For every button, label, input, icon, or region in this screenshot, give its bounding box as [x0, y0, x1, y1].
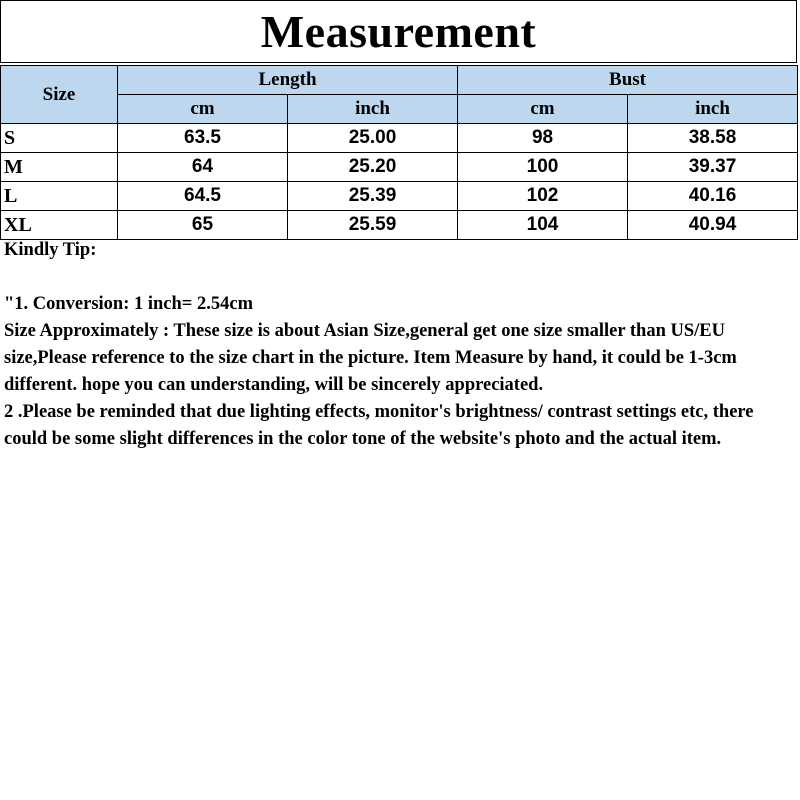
length-cm-value: 64 — [118, 153, 288, 182]
table-row — [1, 182, 798, 211]
color-difference-note: 2 .Please be reminded that due lighting effects, monitor's brightness/ contrast settings etc, there could be some slight differences in the color tone of the website's photo and the actual item. — [4, 402, 754, 449]
bust-inch-value: 38.58 — [628, 124, 798, 153]
length-cm-value: 65 — [118, 211, 288, 240]
conversion-note: "1. Conversion: 1 inch= 2.54cm — [4, 294, 253, 314]
size-approximately-note: Size Approximately : These size is about Asian Size,general get one size smaller than US/EU size,Please reference to the size chart in the picture. Item Measure by hand, it could be 1-3cm different. hope you can understanding, will be sincerely appreciated. — [4, 321, 737, 395]
bust-inch-header: inch — [628, 95, 798, 124]
table-row — [1, 153, 798, 182]
size-label: M — [1, 153, 118, 182]
table-row — [1, 124, 798, 153]
bust-inch-value: 40.16 — [628, 182, 798, 211]
length-cm-value: 64.5 — [118, 182, 288, 211]
tips-section — [4, 237, 794, 453]
length-cm-value: 63.5 — [118, 124, 288, 153]
length-inch-value: 25.00 — [288, 124, 458, 153]
length-group-header: Length — [118, 66, 458, 95]
size-label: XL — [1, 211, 118, 240]
bust-cm-header: cm — [458, 95, 628, 124]
length-cm-header: cm — [118, 95, 288, 124]
bust-cm-value: 98 — [458, 124, 628, 153]
bust-cm-value: 100 — [458, 153, 628, 182]
size-column-header: Size — [1, 66, 118, 124]
page-title: Measurement — [0, 0, 797, 63]
bust-group-header: Bust — [458, 66, 798, 95]
bust-inch-value: 40.94 — [628, 211, 798, 240]
length-inch-value: 25.20 — [288, 153, 458, 182]
tips-heading: Kindly Tip: — [4, 240, 97, 260]
bust-cm-value: 104 — [458, 211, 628, 240]
size-label: S — [1, 124, 118, 153]
length-inch-header: inch — [288, 95, 458, 124]
size-chart-table — [0, 65, 798, 240]
bust-inch-value: 39.37 — [628, 153, 798, 182]
length-inch-value: 25.39 — [288, 182, 458, 211]
table-row — [1, 211, 798, 240]
size-label: L — [1, 182, 118, 211]
length-inch-value: 25.59 — [288, 211, 458, 240]
tips-spacer — [4, 264, 794, 291]
bust-cm-value: 102 — [458, 182, 628, 211]
